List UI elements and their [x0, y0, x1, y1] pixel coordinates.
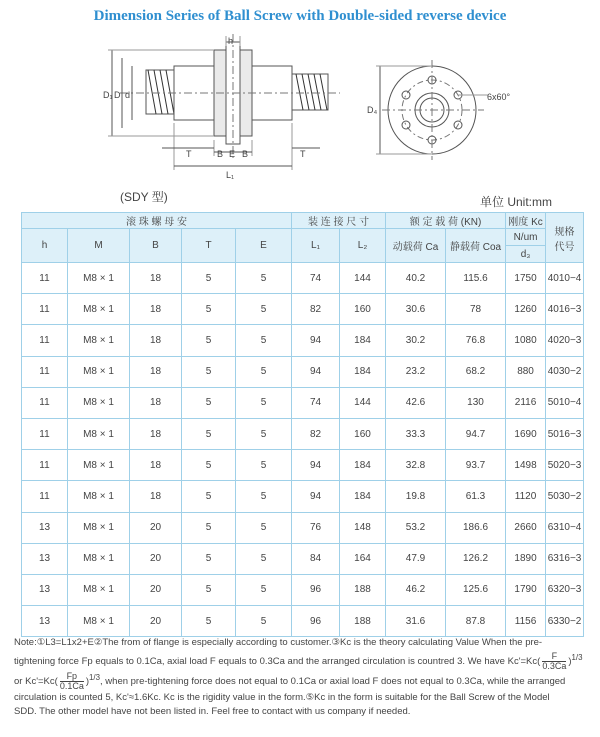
- dim-h: h: [228, 36, 234, 46]
- cell-e: 5: [236, 606, 292, 637]
- cell-l2: 184: [340, 356, 386, 387]
- cell-kc: 1498: [506, 450, 546, 481]
- col-h: h: [22, 229, 68, 263]
- cell-h: 11: [22, 481, 68, 512]
- cell-coa: 76.8: [446, 325, 506, 356]
- cell-m: M8 × 1: [68, 263, 130, 294]
- cell-ca: 30.2: [386, 325, 446, 356]
- cell-coa: 68.2: [446, 356, 506, 387]
- fraction-f-over-ca: $\frac{F}{0.3Ca}$: [542, 650, 567, 671]
- flange-end-view: [376, 60, 488, 160]
- cell-t: 5: [182, 606, 236, 637]
- cell-spec: 4020−3: [546, 325, 584, 356]
- cell-l2: 188: [340, 606, 386, 637]
- table-row: [22, 574, 584, 605]
- cell-t: 5: [182, 574, 236, 605]
- cell-kc: 880: [506, 356, 546, 387]
- cell-h: 11: [22, 294, 68, 325]
- cell-ca: 19.8: [386, 481, 446, 512]
- cell-b: 20: [130, 543, 182, 574]
- cell-t: 5: [182, 263, 236, 294]
- cell-m: M8 × 1: [68, 574, 130, 605]
- cell-t: 5: [182, 481, 236, 512]
- cell-m: M8 × 1: [68, 450, 130, 481]
- col-t: T: [182, 229, 236, 263]
- cell-spec: 4010−4: [546, 263, 584, 294]
- cell-e: 5: [236, 263, 292, 294]
- cell-coa: 126.2: [446, 543, 506, 574]
- table-row: [22, 543, 584, 574]
- cell-m: M8 × 1: [68, 543, 130, 574]
- cell-l1: 84: [292, 543, 340, 574]
- dim-l1: L₁: [226, 170, 235, 180]
- dimension-table: [21, 212, 584, 637]
- table-row: [22, 263, 584, 294]
- table-row: [22, 481, 584, 512]
- cell-ca: 47.9: [386, 543, 446, 574]
- cell-l2: 184: [340, 481, 386, 512]
- cell-l1: 82: [292, 294, 340, 325]
- cell-b: 18: [130, 356, 182, 387]
- cell-kc: 1260: [506, 294, 546, 325]
- table-body: [22, 263, 584, 637]
- cell-t: 5: [182, 543, 236, 574]
- cell-e: 5: [236, 450, 292, 481]
- cell-l2: 184: [340, 450, 386, 481]
- cell-kc: 1750: [506, 263, 546, 294]
- group-header-mount: 装 连 接 尺 寸: [292, 213, 386, 229]
- group-header-spec: [546, 213, 584, 263]
- table-row: [22, 450, 584, 481]
- col-e: E: [236, 229, 292, 263]
- cell-m: M8 × 1: [68, 387, 130, 418]
- cell-h: 11: [22, 356, 68, 387]
- cell-m: M8 × 1: [68, 512, 130, 543]
- cell-ca: 30.6: [386, 294, 446, 325]
- dim-d1: D₁: [103, 90, 113, 100]
- table-row: [22, 418, 584, 449]
- cell-b: 18: [130, 294, 182, 325]
- cell-e: 5: [236, 356, 292, 387]
- cell-e: 5: [236, 543, 292, 574]
- cell-kc: 1120: [506, 481, 546, 512]
- footnote: [14, 636, 590, 720]
- cell-e: 5: [236, 294, 292, 325]
- cell-l2: 148: [340, 512, 386, 543]
- cell-l1: 82: [292, 418, 340, 449]
- note-line-4: circulation is counted 5, Kc'≈1.6Kc. Kc is the rigidity value in the form.⑤Kc in the form is suitable for the Ball Screw of the Model: [14, 691, 550, 703]
- cell-spec: 5020−3: [546, 450, 584, 481]
- cell-m: M8 × 1: [68, 325, 130, 356]
- cell-kc: 2116: [506, 387, 546, 418]
- cell-kc: 1080: [506, 325, 546, 356]
- cell-b: 18: [130, 450, 182, 481]
- cell-h: 13: [22, 512, 68, 543]
- cell-kc: 1890: [506, 543, 546, 574]
- cell-ca: 32.8: [386, 450, 446, 481]
- cell-kc: 2660: [506, 512, 546, 543]
- cell-ca: 31.6: [386, 606, 446, 637]
- cell-kc: 1690: [506, 418, 546, 449]
- col-m: M: [68, 229, 130, 263]
- spec-code-label: 代号: [554, 241, 575, 253]
- cell-e: 5: [236, 574, 292, 605]
- cell-h: 11: [22, 450, 68, 481]
- cell-l1: 76: [292, 512, 340, 543]
- cell-h: 11: [22, 387, 68, 418]
- cell-spec: 6330−2: [546, 606, 584, 637]
- col-coa: 静载荷 Coa: [446, 229, 506, 263]
- model-label: (SDY 型): [120, 190, 168, 204]
- cell-l1: 94: [292, 356, 340, 387]
- cell-ca: 23.2: [386, 356, 446, 387]
- cell-spec: 4016−3: [546, 294, 584, 325]
- cell-b: 20: [130, 606, 182, 637]
- cell-h: 11: [22, 263, 68, 294]
- note-line-3: or Kc'=Kc( $\frac{Fp}{0.1Ca}$ )$^{1/3}$, when pre-tightening force does not equal to 0.1Ca or axial load F does not equal to 0.3Ca, while the arranged: [14, 670, 566, 691]
- cell-kc: 1790: [506, 574, 546, 605]
- cell-ca: 33.3: [386, 418, 446, 449]
- page-title: Dimension Series of Ball Screw with Double-sided reverse device: [93, 8, 507, 24]
- cell-l1: 94: [292, 450, 340, 481]
- table-row: [22, 294, 584, 325]
- cell-l1: 74: [292, 387, 340, 418]
- cell-coa: 78: [446, 294, 506, 325]
- cell-ca: 40.2: [386, 263, 446, 294]
- cell-b: 20: [130, 512, 182, 543]
- cell-l2: 144: [340, 387, 386, 418]
- col-l2: L₂: [340, 229, 386, 263]
- cell-spec: 5016−3: [546, 418, 584, 449]
- group-header-load: 额 定 载 荷 (KN): [386, 213, 506, 229]
- left-screw-thread: [146, 70, 174, 114]
- dim-t-right: T: [300, 149, 306, 159]
- dim-e: E: [229, 149, 236, 159]
- cell-spec: 6310−4: [546, 512, 584, 543]
- cell-b: 18: [130, 263, 182, 294]
- cell-coa: 186.6: [446, 512, 506, 543]
- cell-t: 5: [182, 294, 236, 325]
- cell-m: M8 × 1: [68, 356, 130, 387]
- cell-b: 20: [130, 574, 182, 605]
- cell-l1: 96: [292, 574, 340, 605]
- cell-kc: 1156: [506, 606, 546, 637]
- cell-l2: 160: [340, 294, 386, 325]
- cell-coa: 115.6: [446, 263, 506, 294]
- ball-screw-drawing: [0, 28, 600, 193]
- dim-d4: D₄: [367, 105, 378, 115]
- table-row: [22, 325, 584, 356]
- fraction-fp-over-ca: $\frac{Fp}{0.1Ca}$: [59, 670, 84, 691]
- cell-m: M8 × 1: [68, 606, 130, 637]
- note-line-5: SDD. The other model have not been listed in. Feel free to contact with us company if needed.: [14, 706, 411, 718]
- cell-l2: 144: [340, 263, 386, 294]
- cell-coa: 87.8: [446, 606, 506, 637]
- cell-m: M8 × 1: [68, 418, 130, 449]
- cell-l2: 160: [340, 418, 386, 449]
- cell-ca: 42.6: [386, 387, 446, 418]
- cell-l1: 96: [292, 606, 340, 637]
- cell-l1: 94: [292, 481, 340, 512]
- spec-label: 规格: [554, 226, 575, 238]
- cell-b: 18: [130, 387, 182, 418]
- cell-e: 5: [236, 512, 292, 543]
- unit-label: 单位 Unit:mm: [480, 195, 553, 209]
- cell-m: M8 × 1: [68, 481, 130, 512]
- cell-b: 18: [130, 325, 182, 356]
- cell-l2: 164: [340, 543, 386, 574]
- cell-e: 5: [236, 481, 292, 512]
- dim-d-small: d: [125, 90, 131, 100]
- dim-b-right: B: [242, 149, 249, 159]
- cell-e: 5: [236, 418, 292, 449]
- cell-spec: 6316−3: [546, 543, 584, 574]
- dim-d: D: [114, 90, 121, 100]
- table-row: [22, 356, 584, 387]
- table-row: [22, 387, 584, 418]
- cell-l1: 74: [292, 263, 340, 294]
- cell-coa: 130: [446, 387, 506, 418]
- note-line-1: Note:①L3=L1x2+E②The from of flange is especially according to customer.③Kc is the theory calculating Value When the pre-: [14, 637, 543, 648]
- cell-h: 11: [22, 325, 68, 356]
- dim-b-left: B: [217, 149, 224, 159]
- col-ca: 动载荷 Ca: [386, 229, 446, 263]
- cell-spec: 5010−4: [546, 387, 584, 418]
- cell-coa: 93.7: [446, 450, 506, 481]
- cell-l1: 94: [292, 325, 340, 356]
- cell-m: M8 × 1: [68, 294, 130, 325]
- cell-e: 5: [236, 387, 292, 418]
- cell-spec: 6320−3: [546, 574, 584, 605]
- cell-b: 18: [130, 481, 182, 512]
- group-header-stiffness: 刚度 Kc: [506, 213, 546, 229]
- cell-coa: 61.3: [446, 481, 506, 512]
- cell-l2: 188: [340, 574, 386, 605]
- cell-e: 5: [236, 325, 292, 356]
- cell-t: 5: [182, 512, 236, 543]
- cell-spec: 5030−2: [546, 481, 584, 512]
- col-l1: L₁: [292, 229, 340, 263]
- cell-t: 5: [182, 356, 236, 387]
- cell-h: 13: [22, 574, 68, 605]
- table-row: [22, 512, 584, 543]
- cell-h: 13: [22, 606, 68, 637]
- cell-ca: 46.2: [386, 574, 446, 605]
- cell-spec: 4030−2: [546, 356, 584, 387]
- cell-b: 18: [130, 418, 182, 449]
- col-b: B: [130, 229, 182, 263]
- cell-t: 5: [182, 325, 236, 356]
- cell-h: 13: [22, 543, 68, 574]
- note-line-2: tightening force Fp equals to 0.1Ca, axial load F equals to 0.3Ca and the arranged circulation is countred 3. We have Kc'=Kc( $\frac{F}{0.3Ca}$ )$^{1/3}$: [14, 650, 583, 671]
- cell-t: 5: [182, 418, 236, 449]
- group-header-nut: 滚 珠 螺 母 安: [22, 213, 292, 229]
- cell-ca: 53.2: [386, 512, 446, 543]
- dim-t-left: T: [186, 149, 192, 159]
- col-d3: d₃: [506, 246, 546, 263]
- col-stiffness-unit: N/um: [506, 229, 546, 246]
- cell-coa: 125.6: [446, 574, 506, 605]
- cell-t: 5: [182, 450, 236, 481]
- cell-l2: 184: [340, 325, 386, 356]
- table-row: [22, 606, 584, 637]
- cell-t: 5: [182, 387, 236, 418]
- cell-h: 11: [22, 418, 68, 449]
- dim-angle: 6x60°: [487, 92, 511, 102]
- right-screw-thread: [292, 74, 328, 110]
- cell-coa: 94.7: [446, 418, 506, 449]
